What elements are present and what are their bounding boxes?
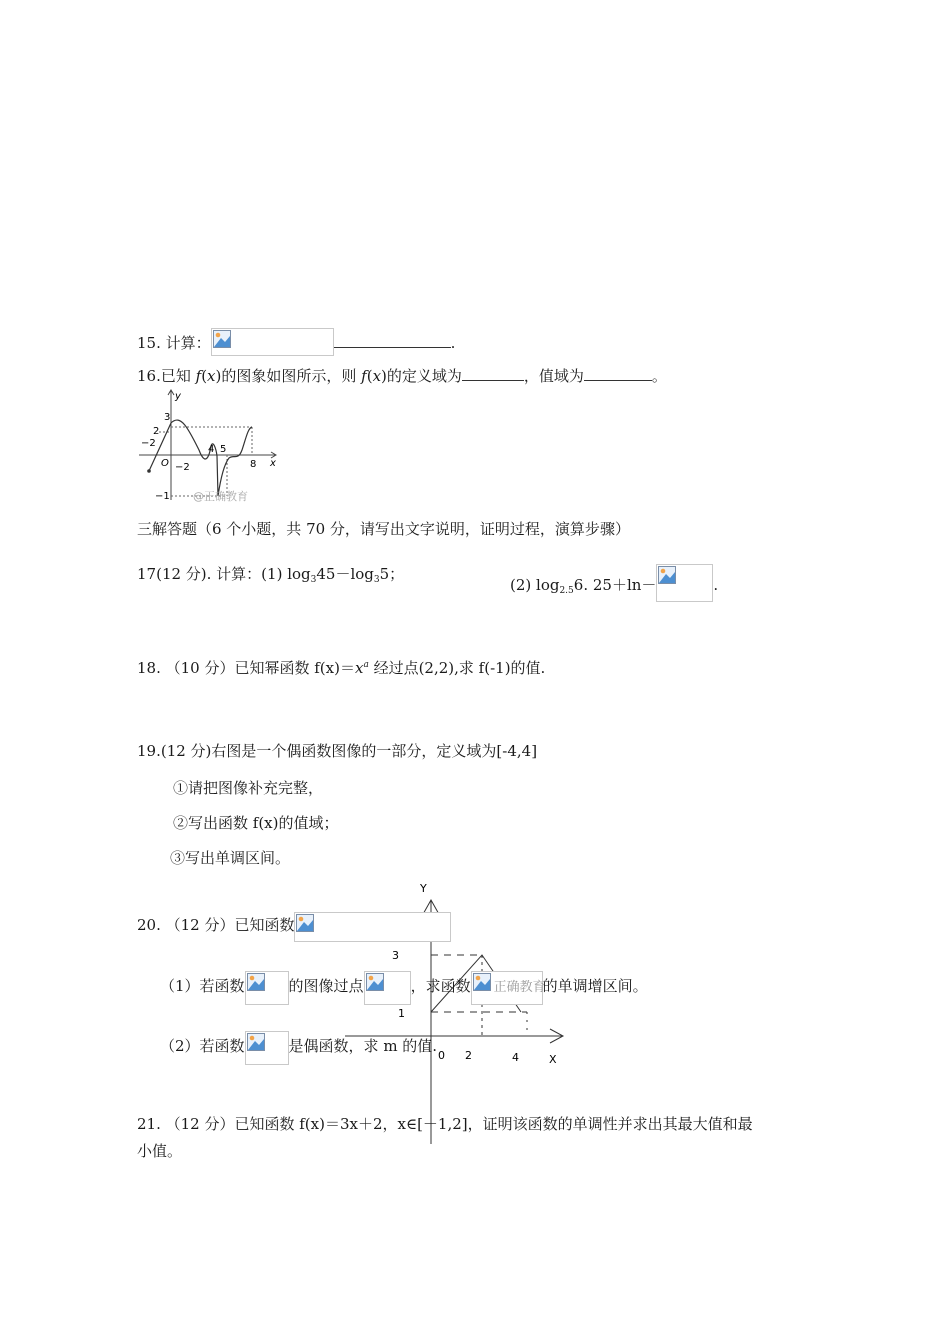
origin-label: 0 xyxy=(438,1049,445,1062)
question-21-line1: 21. （12 分）已知函数 f(x)＝3x＋2，x∈[－1,2]，证明该函数的单调性并求出其最大值和最 xyxy=(137,1115,753,1133)
question-21-line2: 小值。 xyxy=(137,1142,183,1160)
tick-label: 4 xyxy=(208,444,215,455)
watermark: 正确教育 xyxy=(493,980,546,995)
origin-label: O xyxy=(161,458,169,469)
answer-blank xyxy=(334,347,451,348)
tick-label: 3 xyxy=(164,412,171,423)
question-20: 20. （12 分）已知函数 xyxy=(137,912,451,942)
broken-image-icon xyxy=(471,971,546,1005)
question-20-part1: （1）若函数 的图像过点 ，求函数 正确教育 的单调增区间。 xyxy=(160,971,648,1005)
question-15: 15. 计算： . xyxy=(137,328,455,356)
question-15-text: 15. 计算： xyxy=(137,334,211,352)
tick-label: 2 xyxy=(153,426,160,437)
broken-image-icon xyxy=(656,564,713,602)
question-20-part2: （2）若函数 是偶函数，求 m 的值. xyxy=(160,1031,437,1065)
broken-image-icon xyxy=(294,912,451,942)
section-heading: 三解答题（6 个小题，共 70 分，请写出文字说明，证明过程，演算步骤） xyxy=(137,520,630,538)
range-blank xyxy=(584,380,652,381)
question-16: 16.已知 f(x)的图象如图所示，则 f(x)的定义域为 ，值域为 。 xyxy=(137,367,667,385)
tick-label: −1 xyxy=(155,491,170,502)
broken-image-icon xyxy=(364,971,411,1005)
y-tick-label: 3 xyxy=(392,949,399,962)
broken-image-icon xyxy=(245,1031,289,1065)
x-axis-label: x xyxy=(270,458,276,469)
question-19-step3: ③写出单调区间。 xyxy=(170,849,291,867)
y-tick-label: 1 xyxy=(398,1007,405,1020)
tick-label: −2 xyxy=(175,462,190,473)
tick-label: 8 xyxy=(250,459,257,470)
function-graph-16 xyxy=(137,388,287,506)
x-tick-label: 4 xyxy=(512,1051,519,1064)
domain-blank xyxy=(462,380,524,381)
y-axis-label: y xyxy=(175,391,181,402)
broken-image-icon xyxy=(245,971,289,1005)
question-19-step2: ②写出函数 f(x)的值域； xyxy=(173,814,339,832)
broken-image-icon xyxy=(211,328,334,356)
question-18: 18. （10 分）已知幂函数 $f(x)=x^a$ 经过点(2,2),求 f(-1)的值. xyxy=(137,659,546,677)
x-axis-label: X xyxy=(549,1053,557,1066)
tick-label: −2 xyxy=(141,438,156,449)
question-17-part2: (2) $\log_{2.5}6$. 25＋ln－ . xyxy=(510,564,718,602)
y-axis-label: Y xyxy=(420,882,427,895)
question-17: 17(12 分). 计算：(1) $\log_345-\log_35$； xyxy=(137,565,405,585)
tick-label: 5 xyxy=(220,444,227,455)
question-19-step1: ①请把图像补充完整， xyxy=(173,779,324,797)
watermark: @正确教育 xyxy=(193,490,248,503)
x-tick-label: 2 xyxy=(465,1049,472,1062)
question-19: 19.(12 分)右图是一个偶函数图像的一部分，定义域为[-4,4] xyxy=(137,742,538,760)
